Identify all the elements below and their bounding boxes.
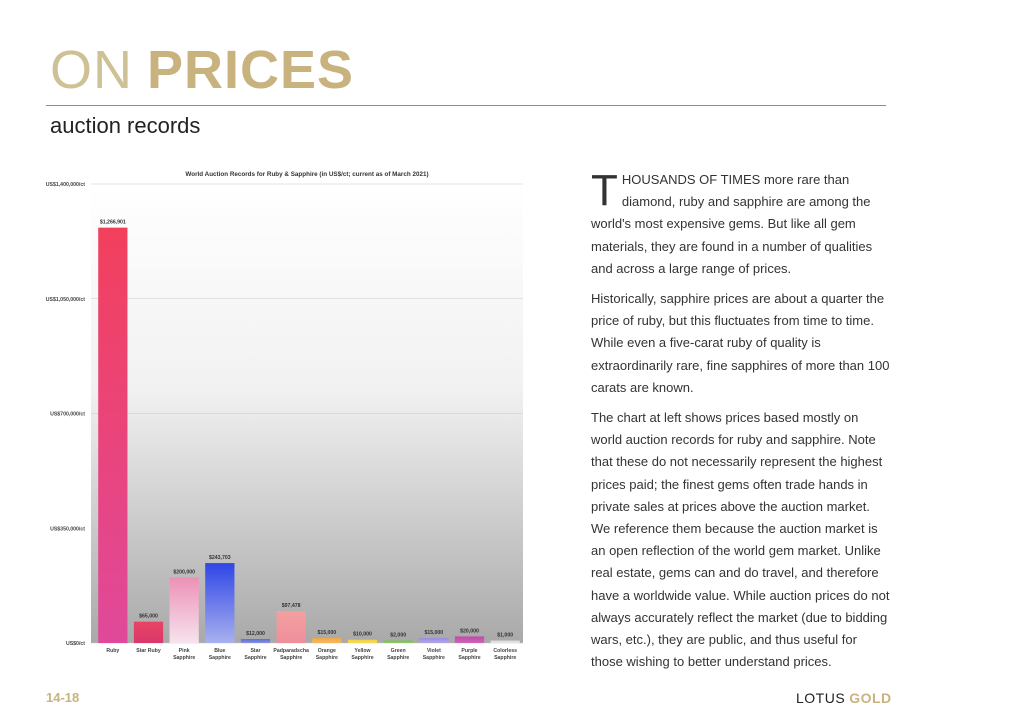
x-tick-label-9-1: Sapphire	[422, 655, 445, 661]
article-body	[591, 166, 891, 681]
brand-name-a: LOTUS	[796, 690, 846, 706]
x-tick-label-11-1: Sapphire	[494, 655, 517, 661]
x-tick-label-7-1: Sapphire	[351, 655, 374, 661]
x-tick-label-8-0: Green	[390, 648, 406, 654]
bar-yellow-sapphire	[348, 640, 377, 643]
paragraph-1-text: more rare than diamond, ruby and sapphire are among the world's most expensive gems. But like all gem materials, they are found in a number of qualities and across a large range of prices.	[591, 172, 873, 276]
bar-blue-sapphire	[205, 563, 234, 643]
x-tick-label-1-0: Star Ruby	[136, 648, 161, 654]
bar-orange-sapphire	[312, 638, 341, 643]
x-tick-label-4-1: Sapphire	[244, 655, 267, 661]
brand-logo	[796, 690, 892, 706]
x-tick-label-2-0: Pink	[178, 648, 190, 654]
x-tick-label-3-1: Sapphire	[208, 655, 231, 661]
data-label-1: $65,000	[139, 613, 158, 620]
data-label-8: $2,000	[390, 632, 407, 639]
bar-purple-sapphire	[455, 636, 484, 643]
brand-name-b: GOLD	[849, 690, 892, 706]
bar-star-ruby	[134, 622, 163, 643]
page-title	[50, 40, 354, 100]
chart-title: World Auction Records for Ruby & Sapphire (in US$/ct; current as of March 2021)	[185, 171, 429, 178]
bar-ruby	[98, 228, 127, 643]
x-tick-label-5-0: Padparadscha	[273, 648, 309, 654]
data-label-5: $97,478	[281, 603, 301, 610]
data-label-4: $12,000	[246, 631, 265, 638]
y-tick-label-1: US$350,000/ct	[50, 526, 85, 533]
bar-star-sapphire	[241, 639, 270, 643]
y-tick-label-2: US$700,000/ct	[50, 411, 85, 418]
x-tick-label-6-1: Sapphire	[315, 655, 338, 661]
data-label-11: $1,000	[497, 632, 514, 639]
x-tick-label-10-0: Purple	[461, 648, 478, 654]
x-tick-label-4-0: Star	[250, 648, 261, 654]
data-label-9: $15,000	[424, 630, 444, 637]
x-tick-label-5-1: Sapphire	[280, 655, 303, 661]
paragraph-2: Historically, sapphire prices are about a quarter the price of ruby, but this fluctuates from time to time. While even a five-carat ruby of quality is extraordinarily rare, fine sapphires of more than 100 carats are known.	[591, 291, 890, 395]
bar-green-sapphire	[384, 641, 413, 644]
chart-svg	[30, 160, 530, 670]
x-tick-label-8-1: Sapphire	[387, 655, 410, 661]
x-tick-label-6-0: Orange	[317, 648, 336, 654]
y-tick-label-4: US$1,400,000/ct	[45, 182, 85, 188]
title-divider	[46, 105, 886, 106]
page-subtitle: auction records	[50, 113, 201, 138]
bar-violet-sapphire	[419, 638, 448, 643]
paragraph-1	[591, 166, 891, 280]
bar-colorless-sapphire	[491, 641, 520, 644]
y-tick-label-0: US$0/ct	[65, 641, 85, 647]
data-label-0: $1,266,901	[99, 219, 126, 226]
data-label-10: $20,000	[460, 628, 479, 635]
x-tick-label-0-0: Ruby	[106, 648, 120, 654]
drop-cap: T	[591, 166, 618, 215]
x-tick-label-10-1: Sapphire	[458, 655, 481, 661]
x-tick-label-2-1: Sapphire	[173, 655, 196, 661]
bar-padparadscha-sapphire	[277, 611, 306, 643]
page-number: 14-18	[46, 690, 80, 705]
x-tick-label-3-0: Blue	[214, 648, 226, 654]
y-tick-label-3: US$1,050,000/ct	[45, 296, 85, 303]
x-tick-label-11-0: Colorless	[493, 648, 517, 654]
data-label-3: $243,703	[209, 555, 231, 562]
x-tick-label-9-0: Violet	[426, 648, 441, 654]
x-tick-label-7-0: Yellow	[354, 648, 371, 654]
page-title-light: ON	[50, 40, 133, 100]
data-label-7: $10,000	[353, 631, 372, 638]
data-label-6: $15,000	[317, 630, 337, 637]
paragraph-1-lead: HOUSANDS OF TIMES	[621, 172, 761, 187]
paragraph-3: The chart at left shows prices based mostly on world auction records for ruby and sapphire. Note that these do not necessarily represent the highest prices paid; the finest gems often trade hands in private sales at prices above the auction market. We reference them because the auction market is an open reflection of the world gem market. Unlike real estate, gems can and do travel, and therefore have a worldwide value. While auction prices do not always accurately reflect the market (due to bidding wars, etc.), they are public, and thus useful for those wishing to better understand prices.	[591, 410, 890, 670]
page-title-bold: PRICES	[147, 40, 355, 100]
auction-records-chart	[30, 160, 530, 670]
data-label-2: $200,000	[173, 569, 195, 576]
bar-pink-sapphire	[170, 577, 199, 643]
